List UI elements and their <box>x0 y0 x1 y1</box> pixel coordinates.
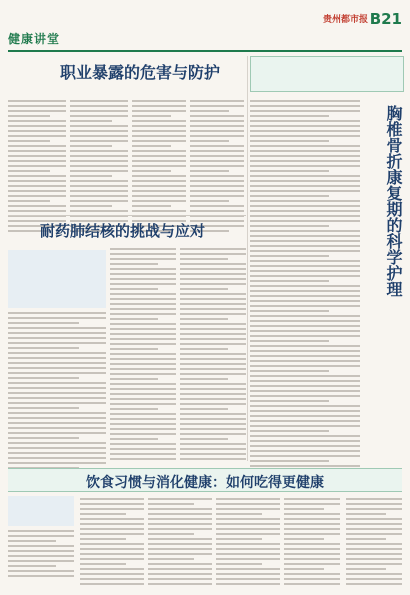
page-header <box>8 6 402 52</box>
text-column <box>216 498 280 588</box>
text-column <box>8 530 74 580</box>
column-divider <box>247 56 248 461</box>
section-divider <box>8 215 246 216</box>
article-title-diet-digestion: 饮食习惯与消化健康：如何吃得更健康 <box>86 475 324 491</box>
text-column <box>284 498 340 588</box>
text-column <box>80 498 144 588</box>
highlight-box <box>8 496 74 526</box>
page-number: B21 <box>369 10 402 28</box>
article-title-drug-resistant-tb: 耐药肺结核的挑战与应对 <box>40 222 206 240</box>
highlight-box <box>8 250 106 308</box>
masthead: 贵州都市报 <box>322 15 368 25</box>
text-column <box>250 100 360 485</box>
section-title: 健康讲堂 <box>8 32 61 46</box>
text-column <box>180 248 246 463</box>
intro-box <box>250 56 404 92</box>
bottom-banner <box>8 468 402 492</box>
article-title-thoracic-fracture: 胸椎骨折康复期的科学护理 <box>384 105 403 297</box>
text-column <box>8 312 106 492</box>
text-column <box>148 498 212 588</box>
article-title-occupational-exposure: 职业暴露的危害与防护 <box>60 63 221 82</box>
text-column <box>346 498 402 588</box>
text-column <box>110 248 176 463</box>
